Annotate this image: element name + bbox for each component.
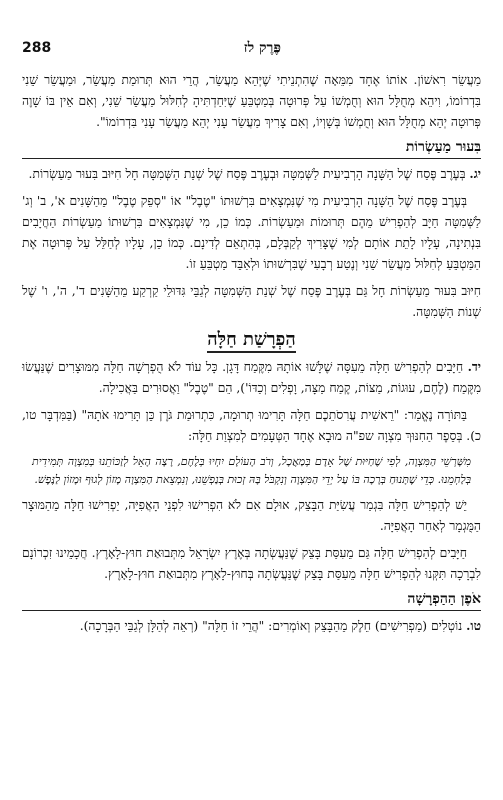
clause-14-marker: יד. — [467, 359, 481, 374]
paragraph-dough-timing: יֵשׁ לְהַפְרִישׁ חַלָּה בִּגְמַר עֲשִׂיַּת הַבָּצֵק, אוּלָם אִם לֹא הִפְרִישׁוּ לִפְנֵי הָאֲפִיָּה, יַפְרִישׁוּ חַלָּה מֵהַמּוּצָר הַמֻּגְמָר לְאַחַר הָאֲפִיָּה. — [22, 498, 481, 533]
clause-15-marker: טו. — [466, 618, 481, 633]
section-heading-separation-method: אֹפֶן הַהַפְרָשָׁה — [22, 591, 481, 611]
clause-15 — [22, 615, 481, 637]
chapter-title: פֶּרֶק לז — [243, 40, 281, 56]
clause-13-marker: יג. — [469, 166, 481, 181]
clause-13-text: בְּעֶרֶב פֶּסַח שֶׁל הַשָּׁנָה הָרְבִיעִית לַשְּׁמִטָּה וּבְעֶרֶב פֶּסַח שֶׁל שְׁנַת הַשְּׁמִטָּה חָל חִיּוּב בִּעוּר מַעַשְׂרוֹת. — [28, 167, 466, 181]
page-header — [22, 40, 481, 60]
clause-15-text: נוֹטְלִים (מַפְרִישִׁים) חֵלֶק מֵהַבָּצֵק וְאוֹמְרִים: "הֲרֵי זוֹ חַלָּה" (רְאֵה לְהַלָּן לְגַבֵּי הַבְּרָכָה). — [79, 619, 463, 633]
clause-13 — [22, 163, 481, 185]
paragraph-shmita-year: חִיּוּב בִּעוּר מַעַשְׂרוֹת חָל גַּם בְּעֶרֶב פֶּסַח שֶׁל שְׁנַת הַשְּׁמִטָּה לְגַבֵּי גִּדּוּלֵי קַרְקַע מֵהַשָּׁנִים ד', ה', ו' שֶׁל שְׁנוֹת הַשְּׁמִטָּה. — [22, 284, 481, 319]
paragraph-abroad-grain: חַיָּבִים לְהַפְרִישׁ חַלָּה גַּם מֵעִסַּת בָּצֵק שֶׁנַּעֲשְׂתָה בְּאֶרֶץ יִשְׂרָאֵל מִתְּבוּאַת חוּץ-לָאָרֶץ. חֲכָמֵינוּ זִכְרוֹנָם לִבְרָכָה תִּקְּנוּ לְהַפְרִישׁ חַלָּה מֵעִסַּת בָּצֵק שֶׁנַּעֲשְׂתָה בְּחוּץ-לָאָרֶץ מִתְּבוּאַת חוּץ-לָאָרֶץ. — [22, 546, 481, 581]
page — [22, 0, 481, 800]
clause-14-text: חַיָּבִים לְהַפְרִישׁ חַלָּה מֵעִסָּה שֶׁלָּשׁוּ אוֹתָהּ מִקֶּמַח דָּגָן. כָּל עוֹד לֹא הֻפְרְשָׁה חַלָּה מִמּוּצָרִים שֶׁנַּעֲשׂוּ מִקֶּמַח (לֶחֶם, עוּגוֹת, מַצּוֹת, קֶמַח מַצָּה, וָפְלִים וְכַדּוֹ'), הֵם "טֶבֶל" וַאֲסוּרִים בַּאֲכִילָה. — [22, 360, 481, 395]
section-heading-tithes-removal: בִּעוּר מַעַשְׂרוֹת — [22, 139, 481, 159]
chinuch-quote: מִשָּׁרְשֵׁי הַמִּצְוָה, לְפִי שֶׁחַיּוּת שֶׁל אָדָם בְּמַאֲכָל, וְרֹב הָעוֹלָם יִחְיוּ בְּלֶחֶם, רָצָה הָאֵל לְזַכּוֹתֵנוּ בְּמִצְוָה תְּמִידִית בְּלַחְמֵנוּ. כְּדֵי שֶׁתָּנוּחַ בְּרָכָה בּוֹ עַל יְדֵי הַמִּצְוָה וְנִקְבֹּל בָּהּ זְכוּת בְּנַפְשֵׁנוּ, וְנִמְצֵאת הַמִּצְוָה מָזוֹן לְגוּף וּמָזוֹן לַנֶּפֶשׁ. — [32, 455, 471, 486]
paragraph-fourth-year: בְּעֶרֶב פֶּסַח שֶׁל הַשָּׁנָה הָרְבִיעִית מִי שֶׁנִּמְצָאִים בִּרְשׁוּתוֹ "טֶבֶל" אוֹ "סְפֵק טֶבֶל" מֵהַשָּׁנִים א', ב' וְג' לַשְּׁמִטָּה חַיָּב לְהַפְרִישׁ מֵהֶם תְּרוּמוֹת וּמַעַשְׂרוֹת. כְּמוֹ כֵן, מִי שֶׁנִּמְצָאִים בִּרְשׁוּתוֹ מַעַשְׂרוֹת הַחֲיָבִים בִּנְתִינָה, עָלָיו לָתֵת אוֹתָם לְמִי שֶׁצָּרִיךְ לְקַבְּלָם, בְּהִתְאֵם לְדִינָם. כְּמוֹ כֵן, עָלָיו לְחַלֵּל עַל פְּרוּטָה אֶת הַמַּטְבֵּעַ לְחִלּוּל מַעֲשֵׂר שֵׁנִי וְנֶטַע רְבָעִי שֶׁבִּרְשׁוּתוֹ וּלְאַבֵּד מַטְבֵּעַ זוֹ. — [22, 194, 481, 271]
section-heading-challah — [22, 329, 481, 350]
paragraph-torah-source: בַּתּוֹרָה נֶאֱמַר: "רֵאשִׁית עֲרִסֹתֵכֶם חַלָּה תָּרִימוּ תְרוּמָה, כִּתְרוּמַת גֹּרֶן כֵּן תָּרִימוּ אֹתָהּ" (בַּמִּדְבָּר טו, כ). בְּסֵפֶר הַחִנּוּךְ מִצְוָה שפ"ה מוּבָא אֶחָד הַטְּעָמִים לְמִצְוַת חַלָּה: — [22, 408, 481, 443]
section-heading-challah-text: הַפְרָשַׁת חַלָּה — [207, 329, 295, 353]
clause-14 — [22, 356, 481, 399]
page-content — [22, 70, 481, 643]
page-number: 288 — [22, 40, 52, 56]
intro-paragraph: מַעֲשֵׂר רִאשׁוֹן. אוֹתוֹ אֶחָד מִמֵּאָה שֶׁהִתְנֵיתִי שֶׁיְּהֵא מַעֲשֵׂר, הֲרֵי הוּא תְּרוּמַת מַעֲשֵׂר, וּמַעֲשֵׂר שֵׁנִי בִּדְרוֹמוֹ, וִיהֵא מְחֻלָּל הוּא וְחֻמְשׁוֹ עַל פְּרוּטָה בְּמַטְבֵּעַ שֶׁיִּחַדְתִּיהָ לְחִלּוּל מַעֲשֵׂר שֵׁנִי, וְאִם אֵין בּוֹ שָׁוֶה פְּרוּטָה יְהֵא מְחֻלָּל הוּא וְחֻמְשׁוֹ בְּשָׁוְיוֹ, וְאִם צָרִיךְ מַעֲשַׂר עָנִי יְהֵא מַעֲשַׂר עָנִי בִּדְרוֹמוֹ". — [22, 73, 481, 129]
